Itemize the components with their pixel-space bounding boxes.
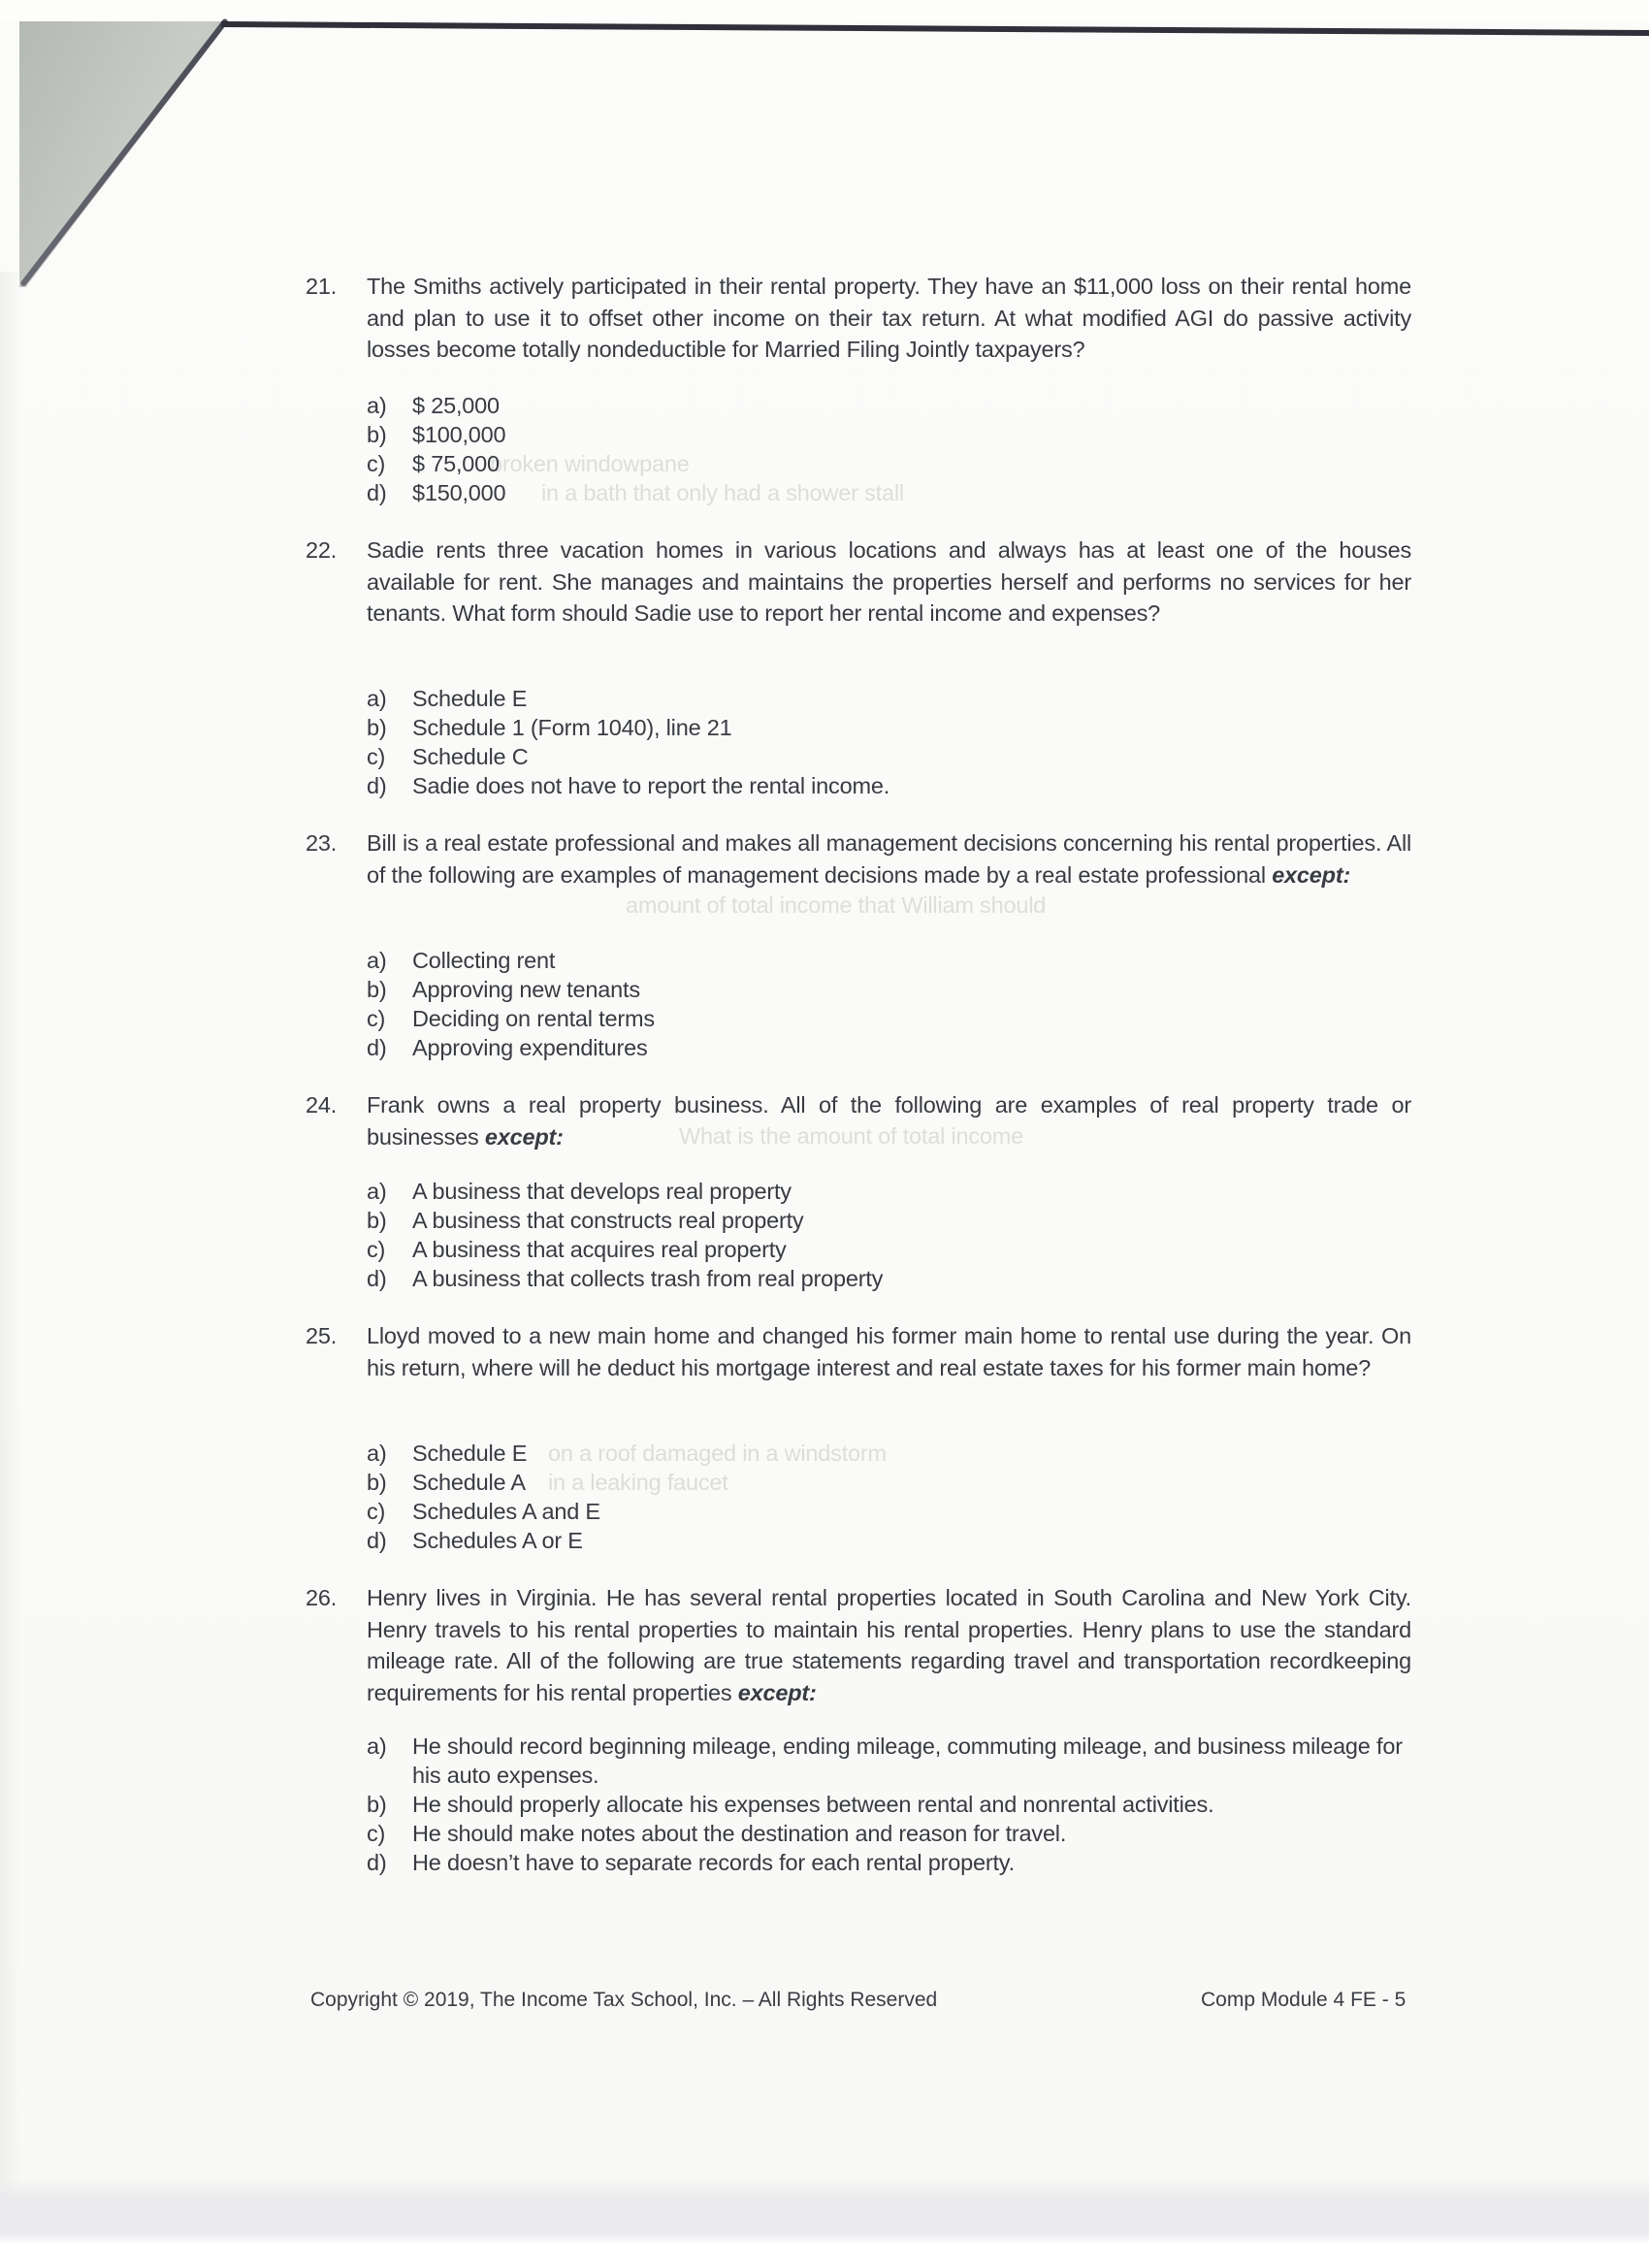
option-text: A business that collects trash from real property bbox=[412, 1266, 884, 1291]
option-a bbox=[367, 946, 1419, 975]
option-letter: a) bbox=[367, 686, 387, 711]
option-b bbox=[367, 1468, 1419, 1497]
question-26 bbox=[306, 1582, 1411, 1708]
option-letter: d) bbox=[367, 480, 387, 505]
option-text: A business that develops real property bbox=[412, 1179, 792, 1204]
question-number: 21. bbox=[306, 274, 338, 299]
option-b bbox=[367, 1790, 1419, 1819]
question-number: 25. bbox=[306, 1323, 338, 1348]
question-22-options bbox=[367, 684, 1419, 800]
option-c bbox=[367, 1235, 1419, 1264]
option-text: He should make notes about the destination and reason for travel. bbox=[412, 1821, 1067, 1846]
bleedthrough-text: in a leaking faucet bbox=[548, 1470, 728, 1495]
option-text: Approving new tenants bbox=[412, 977, 640, 1002]
question-number: 23. bbox=[306, 830, 338, 856]
option-text: A business that constructs real property bbox=[412, 1208, 804, 1233]
option-c bbox=[367, 742, 1419, 771]
option-b bbox=[367, 420, 1419, 449]
option-text: $ 75,000 bbox=[412, 451, 500, 476]
option-letter: c) bbox=[367, 744, 386, 769]
option-d bbox=[367, 771, 1419, 800]
option-d bbox=[367, 1264, 1419, 1293]
option-letter: c) bbox=[367, 451, 386, 476]
question-number: 26. bbox=[306, 1585, 338, 1610]
option-letter: d) bbox=[367, 1528, 387, 1553]
question-23-options bbox=[367, 946, 1419, 1062]
scan-left-edge-shadow bbox=[0, 272, 21, 2241]
option-letter: a) bbox=[367, 1179, 387, 1204]
option-text: Approving expenditures bbox=[412, 1035, 648, 1060]
option-letter: a) bbox=[367, 948, 387, 973]
option-letter: b) bbox=[367, 1470, 387, 1495]
option-a bbox=[367, 1439, 1419, 1468]
question-21 bbox=[306, 271, 1411, 366]
question-text: Bill is a real estate professional and makes all management decisions concerning his rental properties. All of the following are examples of management decisions made by a real estate professional except: bbox=[367, 830, 1411, 888]
option-letter: a) bbox=[367, 1733, 387, 1759]
bleedthrough-text: What is the amount of total income bbox=[679, 1123, 1024, 1149]
option-b bbox=[367, 975, 1419, 1004]
option-b bbox=[367, 1206, 1419, 1235]
option-text: Schedule E bbox=[412, 686, 528, 711]
option-letter: d) bbox=[367, 1266, 387, 1291]
option-c bbox=[367, 449, 1419, 478]
bleedthrough-text: amount of total income that William should bbox=[626, 892, 1047, 918]
option-d bbox=[367, 1526, 1419, 1555]
question-text: Frank owns a real property business. All of the following are examples of real property trade or businesses except: bbox=[367, 1092, 1411, 1150]
option-a bbox=[367, 1177, 1419, 1206]
question-21-options bbox=[367, 391, 1419, 507]
option-b bbox=[367, 713, 1419, 742]
option-text: Schedules A or E bbox=[412, 1528, 583, 1553]
option-letter: d) bbox=[367, 1035, 387, 1060]
option-letter: c) bbox=[367, 1237, 386, 1262]
option-text: $ 25,000 bbox=[412, 393, 500, 418]
option-a bbox=[367, 684, 1419, 713]
question-number: 24. bbox=[306, 1092, 338, 1118]
option-letter: d) bbox=[367, 773, 387, 798]
question-text: Henry lives in Virginia. He has several rental properties located in South Carolina and New York City. Henry travels to his rental properties to maintain his rental properties. Henry plans to use the standard mileage rate. All of the following are true statements regarding travel and transportation recordkeeping requirements for his rental properties except: bbox=[367, 1585, 1411, 1705]
option-letter: a) bbox=[367, 1441, 387, 1466]
bleedthrough-text: in a bath that only had a shower stall bbox=[541, 480, 904, 505]
option-letter: c) bbox=[367, 1821, 386, 1846]
bleedthrough-text: broken windowpane bbox=[490, 451, 690, 476]
bleedthrough-text: on a roof damaged in a windstorm bbox=[548, 1441, 887, 1466]
option-text: He should properly allocate his expenses between rental and nonrental activities. bbox=[412, 1792, 1214, 1817]
option-text: Schedule A bbox=[412, 1470, 526, 1495]
option-d bbox=[367, 478, 1419, 507]
option-d bbox=[367, 1848, 1419, 1877]
option-text: Schedule E bbox=[412, 1441, 528, 1466]
option-a bbox=[367, 391, 1419, 420]
option-text: Collecting rent bbox=[412, 948, 556, 973]
question-text: Sadie rents three vacation homes in various locations and always has at least one of the houses available for rent. She manages and maintains the properties herself and performs no services for her tenants. What form should Sadie use to report her rental income and expenses? bbox=[367, 537, 1411, 626]
option-a bbox=[367, 1732, 1419, 1790]
option-letter: c) bbox=[367, 1006, 386, 1031]
option-text: He doesn’t have to separate records for each rental property. bbox=[412, 1850, 1015, 1875]
option-letter: d) bbox=[367, 1850, 387, 1875]
scan-bottom-shadow-band bbox=[0, 2177, 1649, 2245]
option-text: Sadie does not have to report the rental income. bbox=[412, 773, 890, 798]
option-letter: c) bbox=[367, 1499, 386, 1524]
option-letter: b) bbox=[367, 1792, 387, 1817]
option-text: Schedule 1 (Form 1040), line 21 bbox=[412, 715, 732, 740]
question-22 bbox=[306, 535, 1411, 630]
question-text: Lloyd moved to a new main home and changed his former main home to rental use during the year. On his return, where will he deduct his mortgage interest and real estate taxes for his former main home? bbox=[367, 1323, 1411, 1380]
option-text: A business that acquires real property bbox=[412, 1237, 787, 1262]
option-text: $100,000 bbox=[412, 422, 506, 447]
option-text: Schedules A and E bbox=[412, 1499, 600, 1524]
page-top-edge-line bbox=[221, 21, 1649, 36]
question-26-options bbox=[367, 1732, 1419, 1877]
option-c bbox=[367, 1819, 1419, 1848]
option-letter: b) bbox=[367, 715, 387, 740]
footer-page-label: Comp Module 4 FE - 5 bbox=[1201, 1989, 1406, 2011]
question-number: 22. bbox=[306, 537, 338, 563]
footer-copyright: Copyright © 2019, The Income Tax School, Inc. – All Rights Reserved bbox=[310, 1989, 938, 2011]
question-24 bbox=[306, 1089, 1411, 1152]
option-text: Schedule C bbox=[412, 744, 529, 769]
option-letter: b) bbox=[367, 1208, 387, 1233]
scan-top-margin bbox=[0, 0, 1649, 21]
option-text: He should record beginning mileage, ending mileage, commuting mileage, and business mileage for his auto expenses. bbox=[412, 1733, 1403, 1788]
option-d bbox=[367, 1033, 1419, 1062]
question-text: The Smiths actively participated in their rental property. They have an $11,000 loss on their rental home and plan to use it to offset other income on their tax return. At what modified AGI do passive activity losses become totally nondeductible for Married Filing Jointly taxpayers? bbox=[367, 274, 1411, 362]
option-text: Deciding on rental terms bbox=[412, 1006, 655, 1031]
option-c bbox=[367, 1004, 1419, 1033]
option-letter: b) bbox=[367, 977, 387, 1002]
option-letter: a) bbox=[367, 393, 387, 418]
question-25 bbox=[306, 1320, 1411, 1383]
question-25-options bbox=[367, 1439, 1419, 1555]
option-c bbox=[367, 1497, 1419, 1526]
question-23 bbox=[306, 827, 1411, 891]
question-24-options bbox=[367, 1177, 1419, 1293]
option-text: $150,000 bbox=[412, 480, 506, 505]
option-letter: b) bbox=[367, 422, 387, 447]
scan-bottom-margin bbox=[0, 2243, 1649, 2268]
